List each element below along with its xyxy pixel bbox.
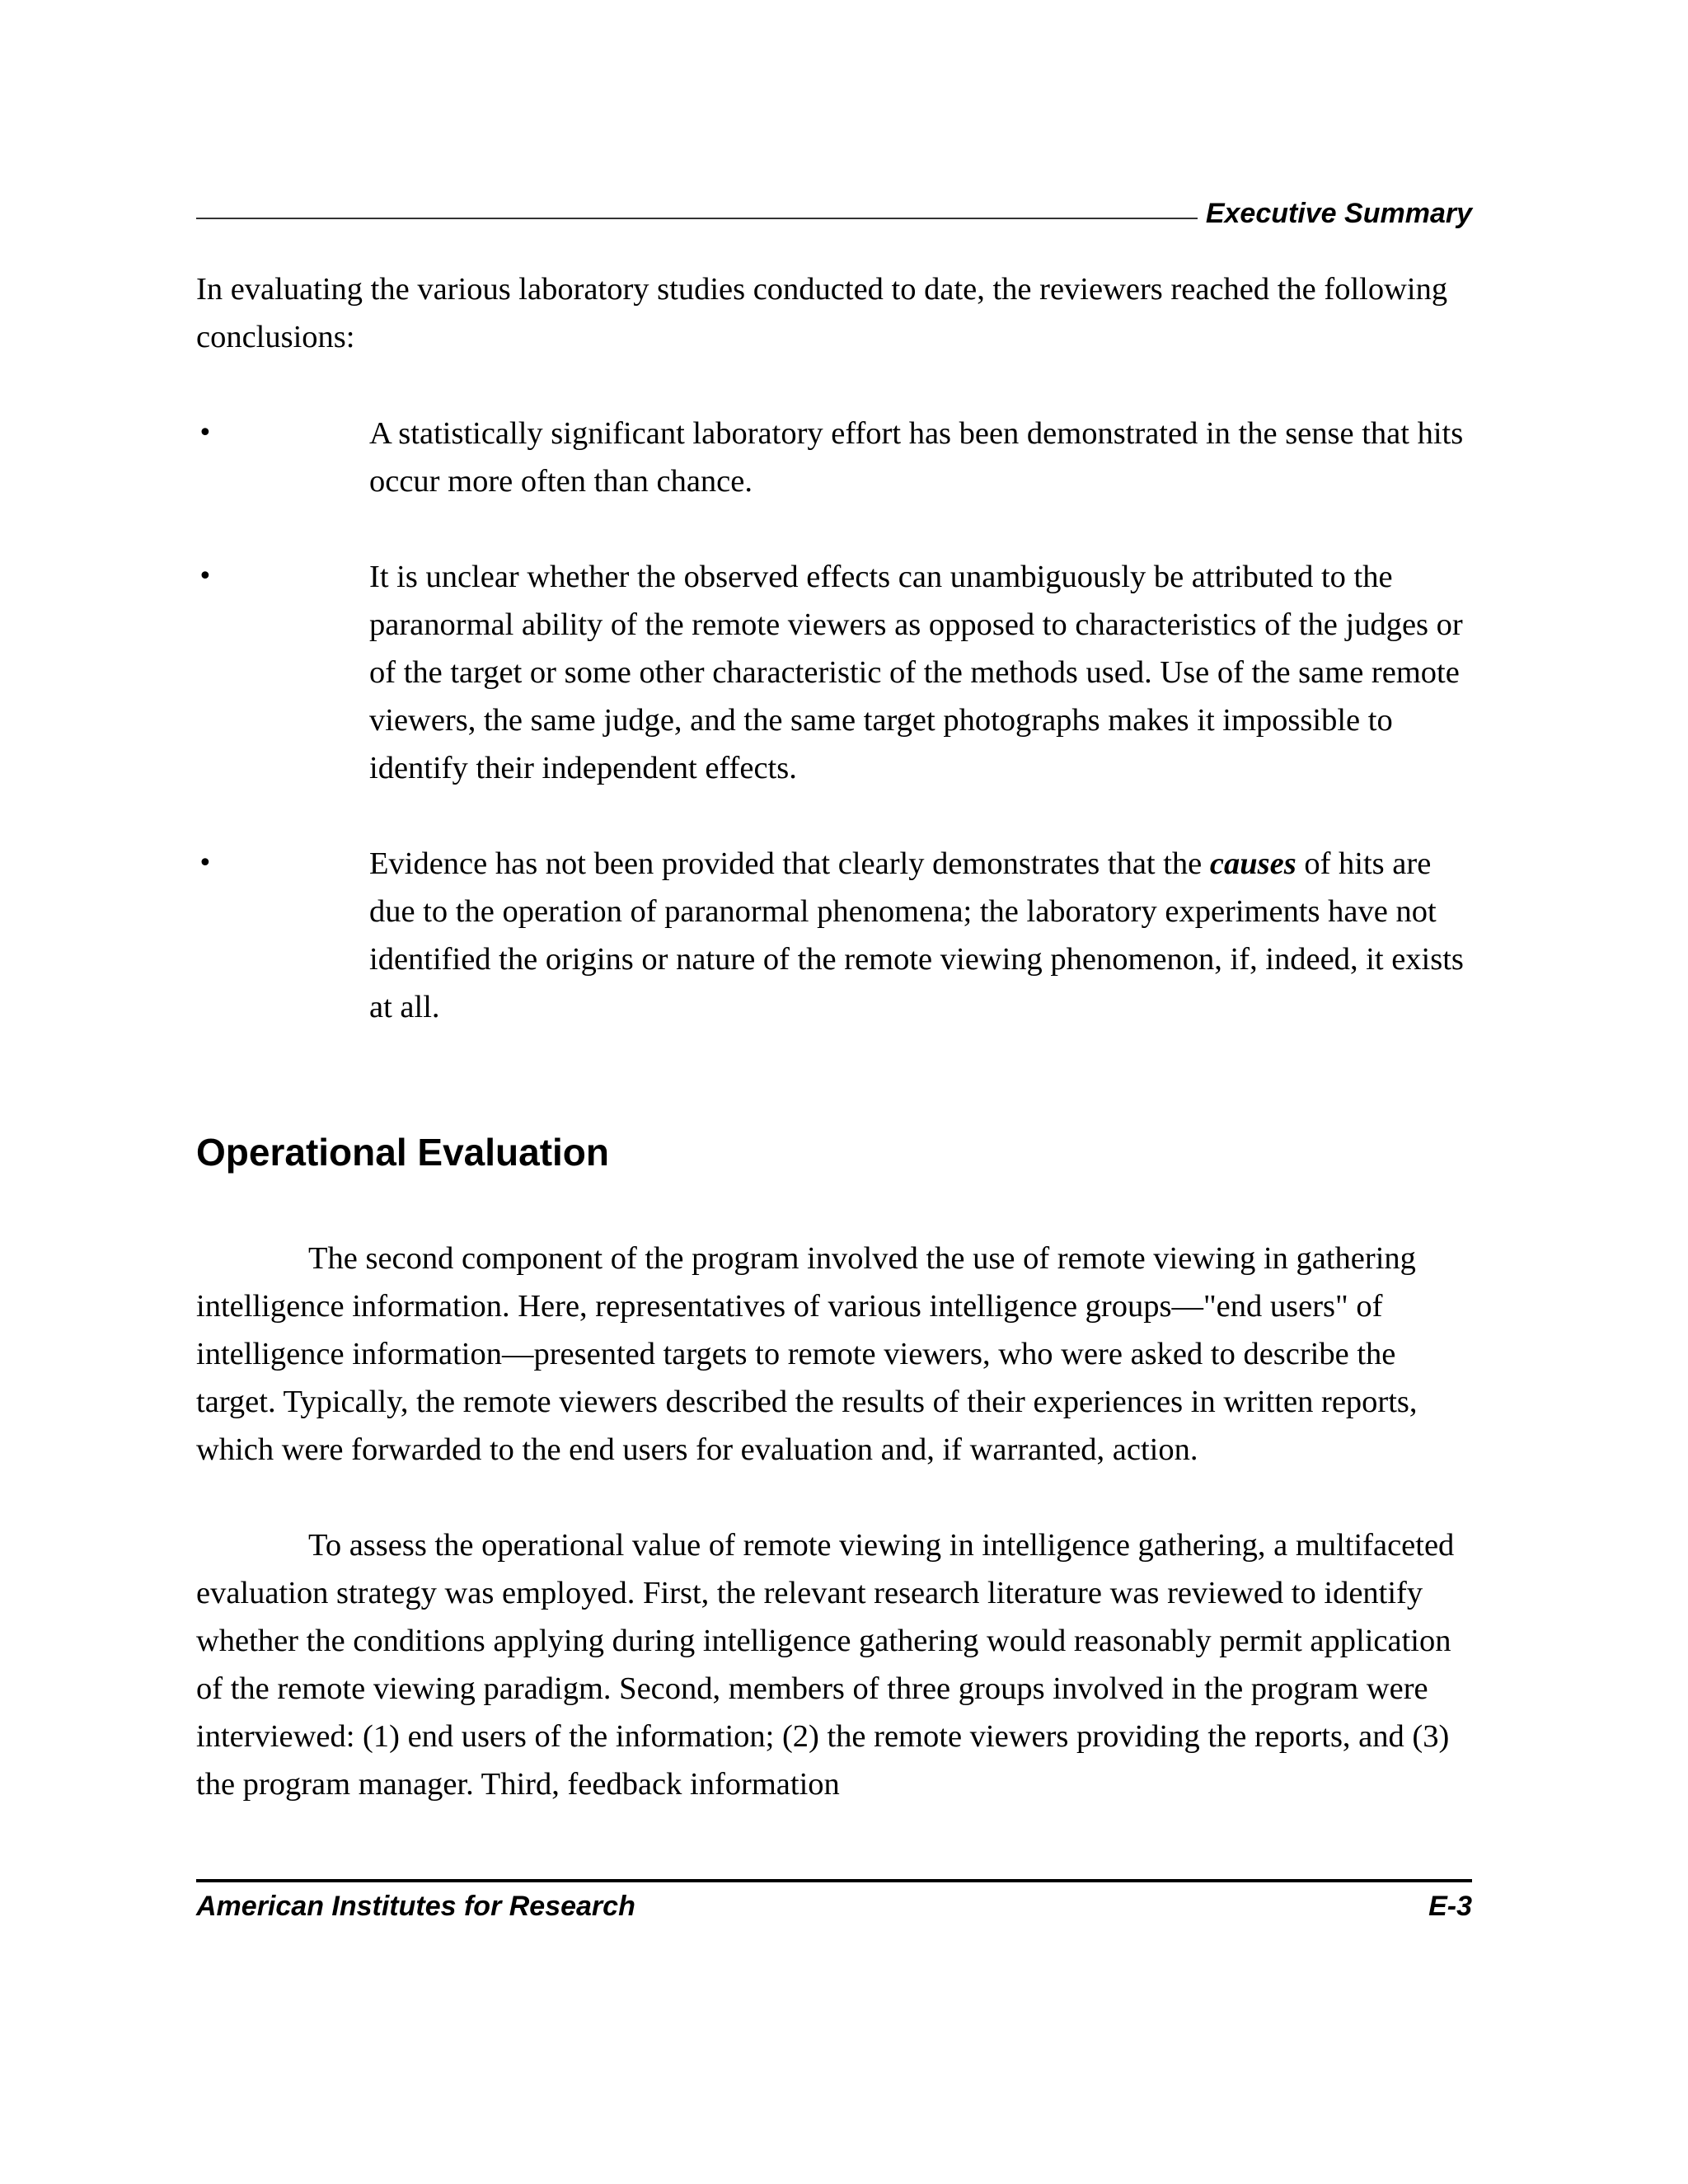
footer-organization: American Institutes for Research [196, 1891, 635, 1922]
bullet-icon: • [198, 849, 213, 878]
page-header [196, 194, 1472, 236]
header-title: Executive Summary [1205, 198, 1472, 229]
page-number: E-3 [1428, 1891, 1472, 1922]
bullet-text-after: of hits are due to the operation of paranormal phenomena; the laboratory experiments have not identified the origins or nature of the remote viewing phenomenon, if, indeed, it exists at all. [369, 846, 1464, 1024]
list-item [196, 410, 1472, 505]
bullet-text [369, 840, 1472, 1031]
list-item [196, 553, 1472, 792]
list-item [196, 840, 1472, 1031]
bullet-icon: • [198, 419, 213, 448]
bullet-text: It is unclear whether the observed effects can unambiguously be attributed to the paranormal ability of the remote viewers as opposed to characteristics of the judges or of the target or some other characteristic of the methods used. Use of the same remote viewers, the same judge, and the same target photographs makes it impossible to identify their independent effects. [369, 560, 1463, 785]
bullet-icon: • [198, 562, 213, 591]
header-rule [196, 218, 1198, 219]
intro-paragraph: In evaluating the various laboratory studies conducted to date, the reviewers reached the following conclusions: [196, 272, 1448, 354]
body-paragraph: The second component of the program involved the use of remote viewing in gathering intelligence information. Here, representatives of various intelligence groups—"end users" of intelligence information—presented targets to remote viewers, who were asked to describe the target. Typically, the remote viewers described the results of their experiences in written reports, which were forwarded to the end users for evaluation and, if warranted, action. [196, 1241, 1418, 1467]
section-heading: Operational Evaluation [196, 1131, 609, 1174]
bullet-text: A statistically significant laboratory effort has been demonstrated in the sense that hits occur more often than chance. [369, 416, 1464, 499]
body-paragraph: To assess the operational value of remote viewing in intelligence gathering, a multifaceted evaluation strategy was employed. First, the relevant research literature was reviewed to identify whether the conditions applying during intelligence gathering would reasonably permit application of the remote viewing paradigm. Second, members of three groups involved in the program were interviewed: (1) end users of the information; (2) the remote viewers providing the reports, and (3) the program manager. Third, feedback information [196, 1528, 1455, 1802]
conclusions-list [196, 410, 1472, 1079]
footer-rule [196, 1879, 1472, 1882]
emphasis-causes: causes [1209, 846, 1296, 881]
bullet-text-before: Evidence has not been provided that clearly demonstrates that the [369, 846, 1210, 881]
